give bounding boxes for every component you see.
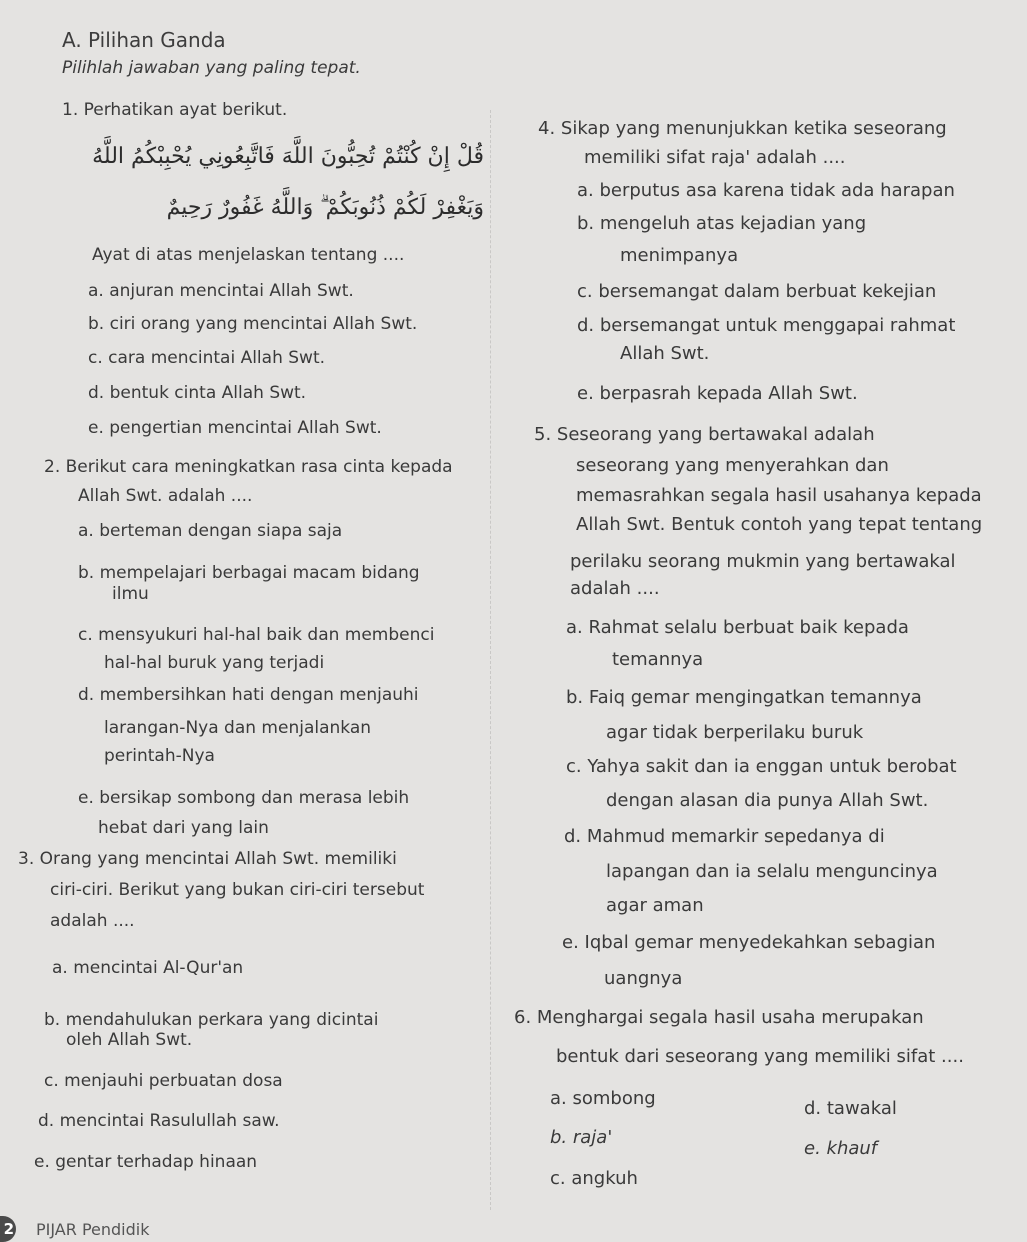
question-2-stem-line-1: 2. Berikut cara meningkatkan rasa cinta kepada xyxy=(44,457,453,477)
section-title: A. Pilihan Ganda xyxy=(62,28,226,52)
q5-option-d-cont-1: lapangan dan ia selalu menguncinya xyxy=(606,861,938,882)
q3-option-b[interactable]: b. mendahulukan perkara yang dicintai xyxy=(44,1010,379,1030)
q4-option-d-cont: Allah Swt. xyxy=(620,343,710,364)
question-3-stem-line-3: adalah .... xyxy=(50,911,135,931)
q1-option-b[interactable]: b. ciri orang yang mencintai Allah Swt. xyxy=(88,314,418,334)
q2-option-d-cont-1: larangan-Nya dan menjalankan xyxy=(104,718,372,738)
q5-option-c[interactable]: c. Yahya sakit dan ia enggan untuk berobat xyxy=(566,756,957,777)
q2-option-e[interactable]: e. bersikap sombong dan merasa lebih xyxy=(78,788,410,808)
q3-option-d[interactable]: d. mencintai Rasulullah saw. xyxy=(38,1111,280,1131)
q3-option-c[interactable]: c. menjauhi perbuatan dosa xyxy=(44,1071,283,1091)
question-6-stem-line-1: 6. Menghargai segala hasil usaha merupakan xyxy=(514,1007,924,1028)
column-divider xyxy=(490,110,491,1210)
question-4-stem-line-2: memiliki sifat raja' adalah .... xyxy=(584,147,846,168)
q3-option-b-cont: oleh Allah Swt. xyxy=(66,1030,193,1050)
question-3-stem-line-1: 3. Orang yang mencintai Allah Swt. memiliki xyxy=(18,849,397,869)
arabic-verse-line-2: وَيَغْفِرْ لَكُمْ ذُنُوبَكُمْ ۗ وَاللَّهُ غَفُورٌ رَحِيمٌ xyxy=(166,195,484,220)
page-number: 2 xyxy=(0,1216,16,1242)
q4-option-d[interactable]: d. bersemangat untuk menggapai rahmat xyxy=(577,315,956,336)
q5-option-d[interactable]: d. Mahmud memarkir sepedanya di xyxy=(564,826,885,847)
q5-option-d-cont-2: agar aman xyxy=(606,895,704,916)
q3-option-e[interactable]: e. gentar terhadap hinaan xyxy=(34,1152,258,1172)
q4-option-c[interactable]: c. bersemangat dalam berbuat kekejian xyxy=(577,281,937,302)
q1-option-a[interactable]: a. anjuran mencintai Allah Swt. xyxy=(88,281,354,301)
q5-option-e-cont: uangnya xyxy=(604,968,683,989)
q2-option-c[interactable]: c. mensyukuri hal-hal baik dan membenci xyxy=(78,625,435,645)
q5-option-b[interactable]: b. Faiq gemar mengingatkan temannya xyxy=(566,687,922,708)
q6-option-e[interactable]: e. khauf xyxy=(804,1138,878,1159)
question-5-stem-line-6: adalah .... xyxy=(570,578,660,599)
q6-option-c[interactable]: c. angkuh xyxy=(550,1168,638,1189)
q3-option-a[interactable]: a. mencintai Al-Qur'an xyxy=(52,958,244,978)
question-5-stem-line-3: memasrahkan segala hasil usahanya kepada xyxy=(576,485,982,506)
q1-option-d[interactable]: d. bentuk cinta Allah Swt. xyxy=(88,383,307,403)
question-1-stem: 1. Perhatikan ayat berikut. xyxy=(62,100,288,120)
footer-label: PIJAR Pendidik xyxy=(36,1220,150,1239)
q4-option-b[interactable]: b. mengeluh atas kejadian yang xyxy=(577,213,867,234)
q6-option-d[interactable]: d. tawakal xyxy=(804,1098,897,1119)
q5-option-b-cont: agar tidak berperilaku buruk xyxy=(606,722,864,743)
q4-option-b-cont: menimpanya xyxy=(620,245,739,266)
question-5-stem-line-5: perilaku seorang mukmin yang bertawakal xyxy=(570,551,956,572)
question-4-stem-line-1: 4. Sikap yang menunjukkan ketika seseorang xyxy=(538,118,947,139)
q6-option-a[interactable]: a. sombong xyxy=(550,1088,656,1109)
q2-option-b[interactable]: b. mempelajari berbagai macam bidang xyxy=(78,563,420,583)
q4-option-a[interactable]: a. berputus asa karena tidak ada harapan xyxy=(577,180,955,201)
question-5-stem-line-2: seseorang yang menyerahkan dan xyxy=(576,455,889,476)
q2-option-e-cont: hebat dari yang lain xyxy=(98,818,269,838)
q5-option-a[interactable]: a. Rahmat selalu berbuat baik kepada xyxy=(566,617,909,638)
instruction: Pilihlah jawaban yang paling tepat. xyxy=(62,58,361,78)
q2-option-b-cont: ilmu xyxy=(112,584,149,604)
question-2-stem-line-2: Allah Swt. adalah .... xyxy=(78,486,253,506)
arabic-verse-line-1: قُلْ إِنْ كُنْتُمْ تُحِبُّونَ اللَّهَ فَاتَّبِعُونِي يُحْبِبْكُمُ اللَّهُ xyxy=(92,144,484,169)
q2-option-c-cont: hal-hal buruk yang terjadi xyxy=(104,653,325,673)
q5-option-a-cont: temannya xyxy=(612,649,704,670)
q2-option-d[interactable]: d. membersihkan hati dengan menjauhi xyxy=(78,685,419,705)
q2-option-d-cont-2: perintah-Nya xyxy=(104,746,215,766)
q1-option-e[interactable]: e. pengertian mencintai Allah Swt. xyxy=(88,418,382,438)
q5-option-e[interactable]: e. Iqbal gemar menyedekahkan sebagian xyxy=(562,932,936,953)
q5-option-c-cont: dengan alasan dia punya Allah Swt. xyxy=(606,790,929,811)
question-5-stem-line-1: 5. Seseorang yang bertawakal adalah xyxy=(534,424,875,445)
question-5-stem-line-4: Allah Swt. Bentuk contoh yang tepat tentang xyxy=(576,514,983,535)
q4-option-e[interactable]: e. berpasrah kepada Allah Swt. xyxy=(577,383,858,404)
q1-option-c[interactable]: c. cara mencintai Allah Swt. xyxy=(88,348,326,368)
q2-option-a[interactable]: a. berteman dengan siapa saja xyxy=(78,521,343,541)
q6-option-b[interactable]: b. raja' xyxy=(550,1127,613,1148)
question-1-prompt: Ayat di atas menjelaskan tentang .... xyxy=(92,245,405,265)
question-3-stem-line-2: ciri-ciri. Berikut yang bukan ciri-ciri tersebut xyxy=(50,880,425,900)
question-6-stem-line-2: bentuk dari seseorang yang memiliki sifat .... xyxy=(556,1046,964,1067)
